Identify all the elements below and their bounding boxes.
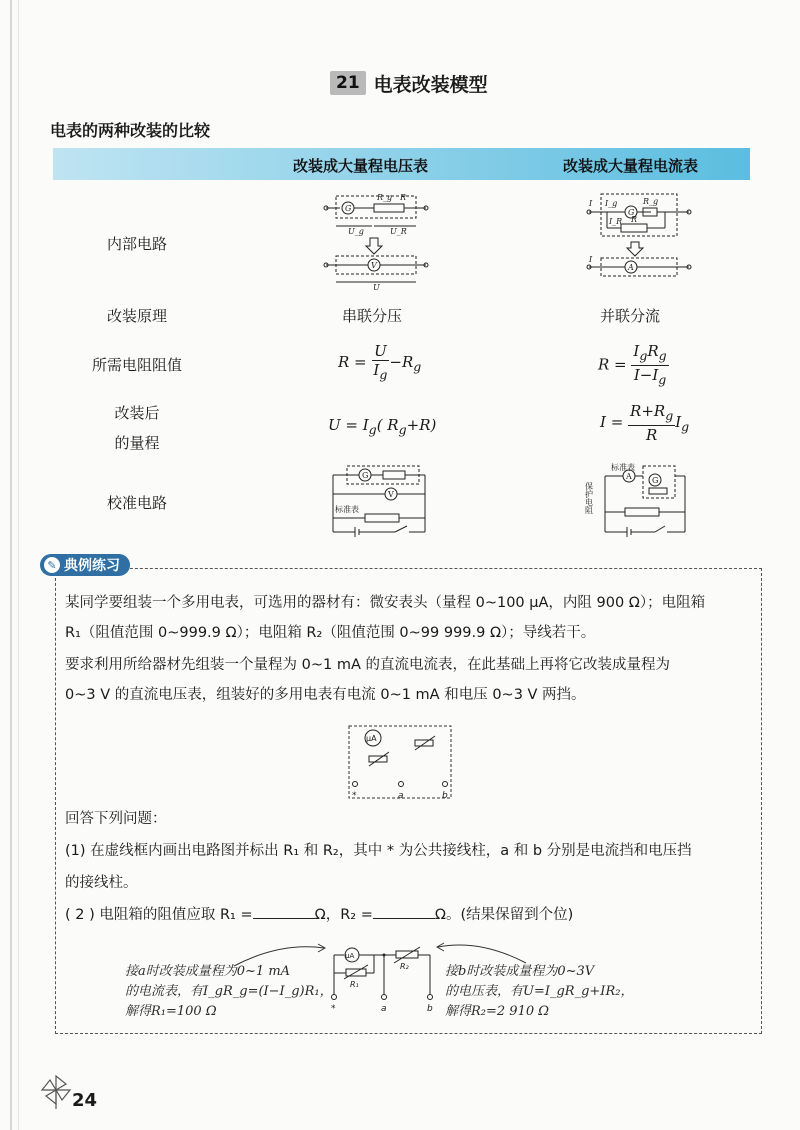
note-left-2: 的电流表，有I_gR_g=(I−I_g)R₁， <box>125 984 333 999</box>
protect-resistor-label: 保护电阻 <box>585 482 594 514</box>
chapter-title-text: 电表改装模型 <box>373 73 488 96</box>
rg-label-a: R_g <box>643 197 659 206</box>
answer-intro: 回答下列问题： <box>65 811 167 827</box>
resistance-formula-voltage: R = $\frac{U}{I_g}$ $-R_g$ <box>338 342 422 382</box>
rg-label: R_g <box>377 193 393 202</box>
section-title: 电表的两种改装的比较 <box>50 121 211 140</box>
u-label: U <box>373 283 380 292</box>
problem-line-4: 0~3 V 的直流电压表，组装好的多用电表有电流 0~1 mA 和电压 0~3 V 两挡。 <box>65 687 586 703</box>
voltage-calibration-circuit <box>325 462 430 537</box>
question-1-line-1: (1) 在虚线框内画出电路图并标出 R₁ 和 R₂，其中 * 为公共接线柱，a 和 b 分别是电流挡和电压挡 <box>65 843 692 859</box>
answer-circuit <box>320 935 440 1015</box>
col-header-voltage: 改装成大量程电压表 <box>293 157 429 175</box>
note-right-1: 接b时改装成量程为0~3V <box>445 964 595 979</box>
r1-blank <box>253 904 315 919</box>
g-label-a: G <box>628 208 635 217</box>
principle-voltage: 串联分压 <box>342 307 403 325</box>
g-label-cal-a: G <box>652 476 659 485</box>
current-meter-internal-circuit <box>585 188 695 293</box>
row-label-range-2: 的量程 <box>114 434 160 452</box>
principle-current: 并联分流 <box>600 307 661 325</box>
a-label: A <box>628 263 634 272</box>
blank-circuit-box <box>345 722 455 802</box>
note-right-3: 解得R₂=2 910 Ω <box>445 1004 550 1019</box>
v-label: V <box>371 261 377 270</box>
question-2: ( 2 ) 电阻箱的阻值应取 R₁ = Ω，R₂ = Ω。(结果保留到个位) <box>65 904 755 926</box>
note-right-2: 的电压表，有U=I_gR_g+IR₂， <box>445 984 634 999</box>
i-label-2: I <box>589 255 593 264</box>
example-tag <box>40 554 130 576</box>
ur-label: U_R <box>390 227 407 236</box>
ig-label: I_g <box>605 199 618 208</box>
answer-terminal-b: b <box>427 1004 433 1014</box>
standard-label-a: 标准表 <box>611 463 635 472</box>
terminal-star: * <box>352 791 357 801</box>
i-label: I <box>589 199 593 208</box>
resistance-formula-current: R = $\frac{I_gR_g}{I-I_g}$ <box>598 342 667 387</box>
ir-label: I_R <box>609 217 623 226</box>
row-label-resistance: 所需电阻阻值 <box>91 356 182 374</box>
terminal-b: b <box>442 791 448 801</box>
answer-mua-label: μA <box>345 952 355 960</box>
answer-terminal-a: a <box>381 1004 387 1014</box>
g-label-cal: G <box>362 471 369 480</box>
chapter-number: 21 <box>330 71 366 95</box>
row-label-range-1: 改装后 <box>114 404 160 422</box>
question-1-line-2: 的接线柱。 <box>65 875 138 891</box>
answer-terminal-star: * <box>331 1004 336 1014</box>
mua-label: μA <box>366 734 377 743</box>
r2-blank <box>373 904 435 919</box>
range-formula-current: I = $\frac{R+R_g}{R}$ $I_g$ <box>600 402 690 444</box>
answer-r2-label: R₂ <box>400 962 409 971</box>
problem-line-1: 某同学要组装一个多用电表，可选用的器材有：微安表头（量程 0~100 μA，内阻 900 Ω）；电阻箱 <box>65 595 706 611</box>
row-label-calibration: 校准电路 <box>106 494 167 512</box>
r-label-a: R <box>631 215 638 224</box>
note-left-3: 解得R₁=100 Ω <box>125 1004 217 1019</box>
col-header-current: 改装成大量程电流表 <box>563 157 699 175</box>
a-label-cal: A <box>626 472 632 481</box>
chapter-title <box>330 68 488 98</box>
answer-r1-label: R₁ <box>350 980 359 989</box>
note-arrow-right <box>430 935 530 965</box>
voltage-meter-internal-circuit <box>322 188 432 293</box>
v-label-cal: V <box>388 490 394 499</box>
row-label-internal: 内部电路 <box>106 235 167 253</box>
example-badge-icon: ✎ <box>44 557 60 573</box>
note-left-1: 接a时改装成量程为0~1 mA <box>125 964 291 979</box>
row-label-principle: 改装原理 <box>106 307 167 325</box>
r-label: R <box>400 193 407 202</box>
problem-line-3: 要求利用所给器材先组装一个量程为 0~1 mA 的直流电流表，在此基础上再将它改装成量程为 <box>65 657 670 673</box>
page-margin-rule-inner <box>18 0 19 1130</box>
standard-label-v: 标准表 <box>335 505 359 514</box>
page-number: 24 <box>72 1090 98 1111</box>
range-formula-voltage: $U = I_g$( $R_g+R$) <box>328 416 437 437</box>
page-margin-rule <box>10 0 12 1130</box>
g-label: G <box>345 204 352 213</box>
ug-label: U_g <box>348 227 364 236</box>
pinwheel-icon <box>40 1074 72 1110</box>
terminal-a: a <box>398 791 404 801</box>
comparison-table-header <box>53 148 750 180</box>
problem-line-2: R₁（阻值范围 0~999.9 Ω）；电阻箱 R₂（阻值范围 0~99 999.9 Ω）；导线若干。 <box>65 625 596 641</box>
example-tag-text: 典例练习 <box>64 558 120 574</box>
current-calibration-circuit <box>585 462 695 537</box>
